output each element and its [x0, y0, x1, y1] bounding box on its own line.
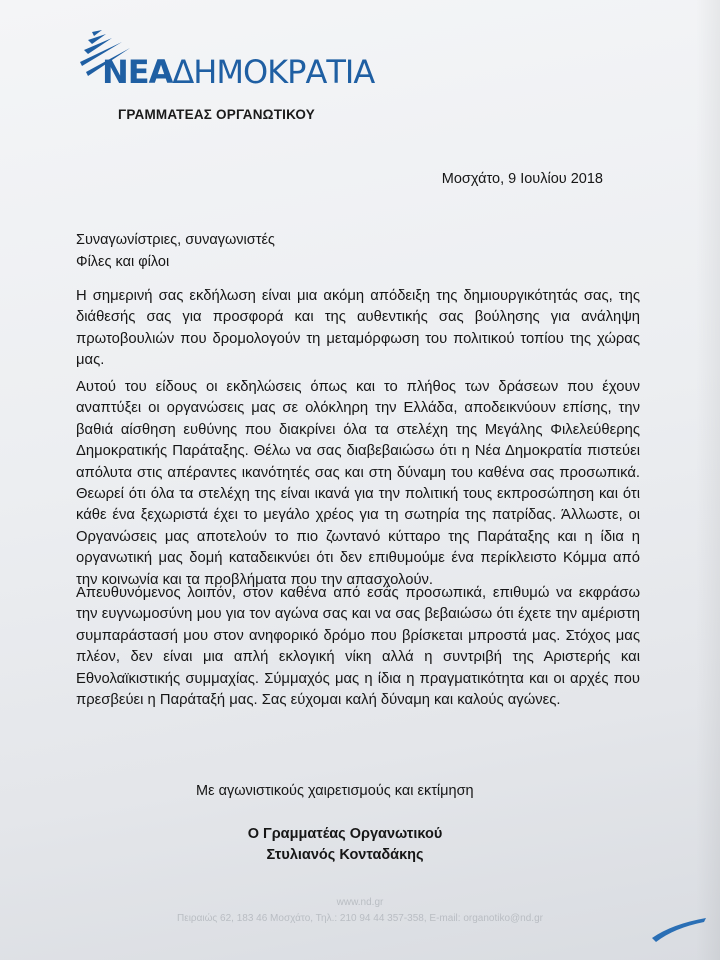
- date-line: Μοσχάτο, 9 Ιουλίου 2018: [441, 171, 603, 187]
- paragraph-2: Αυτού του είδους οι εκδηλώσεις όπως και το πλήθος των δράσεων που έχουν αναπτύξει οι οργανώσεις μας σε ολόκληρη την Ελλάδα, αποδεικνύουν επίσης, την βαθιά αίσθηση ευθύνης που διακρίνει όλα τα στελέχη της Μεγάλης Φιλελεύθερης Δημοκρατικής Παράταξης. Θέλω να σας διαβεβαιώσω ότι η Νέα Δημοκρατία πιστεύει απόλυτα στις απέραντες ικανότητές σας και στη δύναμη του καθένα σας προσωπικά. Θεωρεί ότι όλα τα στελέχη της είναι ικανά για την πολιτική τους εκπροσώπηση και ότι κάθε ένα ξεχωριστά έχει το μεγάλο χρέος για τη σωτηρία της πατρίδας. Άλλωστε, οι Οργανώσεις μας αποτελούν το πιο ζωντανό κύτταρο της Παράταξης και η ίδια η οργανωτική μας δομή καταδεικνύει ότι δεν επιθυμούμε ένα περίκλειστο Κόμμα από την κοινωνία και τα προβλήματα που την απασχολούν.: [76, 379, 640, 588]
- letterhead-subtitle: ΓΡΑΜΜΑΤΕΑΣ ΟΡΓΑΝΩΤΙΚΟΥ: [118, 107, 315, 122]
- nd-wordmark: [102, 53, 375, 91]
- signature-name: Στυλιανός Κονταδάκης: [266, 847, 424, 863]
- footer-website: www.nd.gr: [336, 897, 384, 908]
- footer-address: Πειραιώς 62, 183 46 Μοσχάτο, Τηλ.: 210 94 44 357-358, E-mail: organotiko@nd.gr: [177, 913, 543, 924]
- salutation-line-2: Φίλες και φίλοι: [76, 254, 170, 270]
- paragraph-1: Η σημερινή σας εκδήλωση είναι μια ακόμη απόδειξη της δημιουργικότητάς σας, της διάθεσής σας για προσφορά και της αυθεντικής σας βούλησης για ανάληψη πρωτοβουλιών που δρομολογούν τη μεταμόρφωση του πολιτικού τοπίου της χώρας μας.: [76, 288, 640, 369]
- paragraph-3: Απευθυνόμενος λοιπόν, στον καθένα από εσάς προσωπικά, επιθυμώ να εκφράσω την ευγνωμοσύνη μου για τον αγώνα σας και να σας βεβαιώσω ότι έχετε την αμέριστη συμπαράστασή μου στον ανηφορικό δρόμο που βρίσκεται μπροστά μας. Στόχος μας πλέον, δεν είναι μια απλή εκλογική νίκη αλλά η συντριβή της Αριστερής και Εθνολαϊκιστικής συμμαχίας. Σύμμαχός μας η ίδια η πραγματικότητα και οι αρχές που πρεσβεύει η Παράταξή μας. Σας εύχομαι καλή δύναμη και καλούς αγώνες.: [76, 585, 640, 709]
- closing-line: Με αγωνιστικούς χαιρετισμούς και εκτίμηση: [196, 783, 474, 799]
- wordmark-light: ΔΗΜΟΚΡΑΤΙΑ: [172, 53, 375, 91]
- signature-title: Ο Γραμματέας Οργανωτικού: [247, 826, 443, 842]
- salutation-line-1: Συναγωνίστριες, συναγωνιστές: [76, 232, 275, 248]
- pen-tip-icon: [650, 914, 708, 944]
- wordmark-bold: ΝΕΑ: [102, 53, 173, 91]
